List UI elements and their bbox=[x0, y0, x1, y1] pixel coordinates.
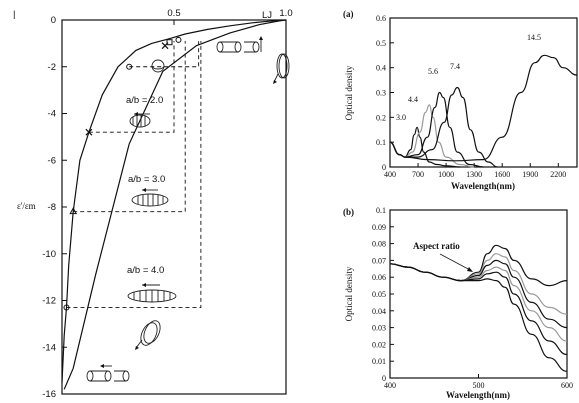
left-ytick-label: -14 bbox=[42, 342, 56, 354]
panel-a-xtick-label: 1300 bbox=[466, 170, 483, 179]
aspect-ratio-arrowhead-icon bbox=[467, 267, 473, 272]
left-xtick-label: 1.0 bbox=[279, 8, 293, 19]
panel-a-ylabel: Optical density bbox=[344, 65, 354, 121]
particle-sphere-icon bbox=[152, 60, 164, 72]
left-ytick-label: -4 bbox=[47, 108, 56, 120]
left-ytick-label: 0 bbox=[50, 15, 56, 26]
aspect-ratio-arrow-line bbox=[440, 254, 470, 270]
panel-b-ytick-label: 0.1 bbox=[376, 206, 386, 215]
panel-b-ytick-label: 0.09 bbox=[372, 222, 386, 232]
panel-a-ytick-label: 0.6 bbox=[376, 14, 386, 23]
panel-b-ytick-label: 0 bbox=[382, 374, 386, 383]
panel-b-ylabel: Optical density bbox=[344, 266, 354, 322]
left-curve-line bbox=[64, 20, 286, 389]
annotation-a-3.0: 3.0 bbox=[396, 113, 406, 122]
panel-a-ytick-label: 0.2 bbox=[376, 113, 386, 123]
left-ytick-label: -10 bbox=[42, 248, 56, 260]
panel-b-series-line bbox=[390, 260, 567, 327]
annotation-a-5.6: 5.6 bbox=[428, 67, 438, 76]
panel-b-ytick-label: 0.07 bbox=[372, 256, 386, 266]
panel-a-ytick-label: 0 bbox=[382, 163, 386, 172]
panel-b-xtick-label: 600 bbox=[561, 381, 573, 390]
panel-a bbox=[343, 9, 577, 191]
panel-b-xtick-group bbox=[384, 374, 573, 390]
panel-a-ytick-label: 0.3 bbox=[376, 88, 386, 98]
panel-a-xtick-label: 700 bbox=[412, 170, 425, 179]
annotation-ab-4: a/b = 4.0 bbox=[127, 265, 165, 276]
panel-b-xtick-label: 400 bbox=[384, 381, 396, 390]
panel-b-series-line bbox=[390, 254, 567, 315]
particle-disk-top-icon bbox=[273, 54, 289, 84]
particle-ellipsoid-4-icon bbox=[128, 283, 176, 302]
panel-b-plot-frame bbox=[390, 210, 567, 378]
particle-disk-bottom-icon bbox=[135, 318, 163, 350]
left-ytick-label: -6 bbox=[47, 155, 56, 167]
panel-a-xlabel: Wavelength(nm) bbox=[451, 181, 515, 191]
left-marker-square bbox=[167, 40, 172, 45]
annotation-a-14.5: 14.5 bbox=[527, 33, 541, 42]
particle-rod-top-icon bbox=[217, 36, 263, 52]
panel-b-series-line bbox=[390, 245, 567, 285]
panel-b-ytick-label: 0.05 bbox=[372, 290, 386, 299]
panel-a-xtick-label: 1000 bbox=[438, 170, 455, 179]
panel-a-series-line bbox=[390, 55, 577, 161]
left-ytick-label: -8 bbox=[47, 202, 56, 213]
panel-a-xtick-label: 1900 bbox=[522, 170, 539, 179]
panel-b-ytick-label: 0.01 bbox=[372, 357, 386, 367]
left-xtick-label: 0.5 bbox=[167, 8, 181, 19]
panel-a-xtick-label: 400 bbox=[384, 170, 396, 179]
panel-b-ytick-label: 0.03 bbox=[372, 323, 386, 333]
particle-rod-bottom-icon bbox=[87, 364, 129, 381]
panel-b-ytick-group bbox=[372, 206, 394, 383]
annotation-a-4.4: 4.4 bbox=[408, 95, 418, 104]
panel-a-ytick-label: 0.4 bbox=[376, 63, 386, 73]
left-xlabel-top: LJ bbox=[262, 10, 273, 21]
panel-a-xtick-label: 2200 bbox=[550, 170, 567, 179]
panel-a-label: (a) bbox=[343, 9, 354, 19]
left-panel bbox=[13, 8, 293, 400]
left-ytick-label: -2 bbox=[47, 61, 56, 73]
particle-ellipsoid-3-icon bbox=[132, 188, 168, 206]
left-ytick-label: -12 bbox=[42, 295, 56, 307]
panel-b-series-line bbox=[390, 264, 567, 372]
panel-b-ytick-label: 0.08 bbox=[372, 239, 386, 249]
panel-a-ytick-label: 0.1 bbox=[376, 138, 386, 148]
panel-b-ytick-label: 0.06 bbox=[372, 273, 386, 283]
panel-a-curves bbox=[390, 55, 577, 167]
annotation-ab-3: a/b = 3.0 bbox=[128, 174, 166, 185]
panel-b-ytick-label: 0.04 bbox=[372, 306, 386, 316]
panel-a-xtick-label: 1600 bbox=[494, 170, 511, 179]
panel-a-plot-frame bbox=[390, 18, 577, 167]
annotation-a-7.4: 7.4 bbox=[450, 62, 460, 71]
left-marker-circle bbox=[176, 37, 181, 42]
left-ylabel: ε'/εm bbox=[17, 201, 36, 211]
panel-b-xlabel: Wavelength(nm) bbox=[446, 390, 510, 400]
annotation-aspect-ratio: Aspect ratio bbox=[413, 241, 460, 251]
annotation-ab-2: a/b = 2.0 bbox=[126, 95, 164, 106]
panel-b-label: (b) bbox=[343, 207, 354, 217]
panel-b-ytick-label: 0.02 bbox=[372, 340, 386, 350]
panel-b bbox=[343, 206, 573, 400]
left-ylabel-top-glyph: | bbox=[13, 9, 16, 20]
panel-a-series-line bbox=[390, 93, 484, 168]
panel-b-xtick-label: 500 bbox=[472, 381, 485, 390]
panel-b-curves bbox=[390, 245, 567, 371]
panel-a-ytick-group bbox=[376, 14, 394, 172]
left-ytick-label: -16 bbox=[42, 389, 56, 400]
panel-a-ytick-label: 0.5 bbox=[376, 38, 386, 48]
